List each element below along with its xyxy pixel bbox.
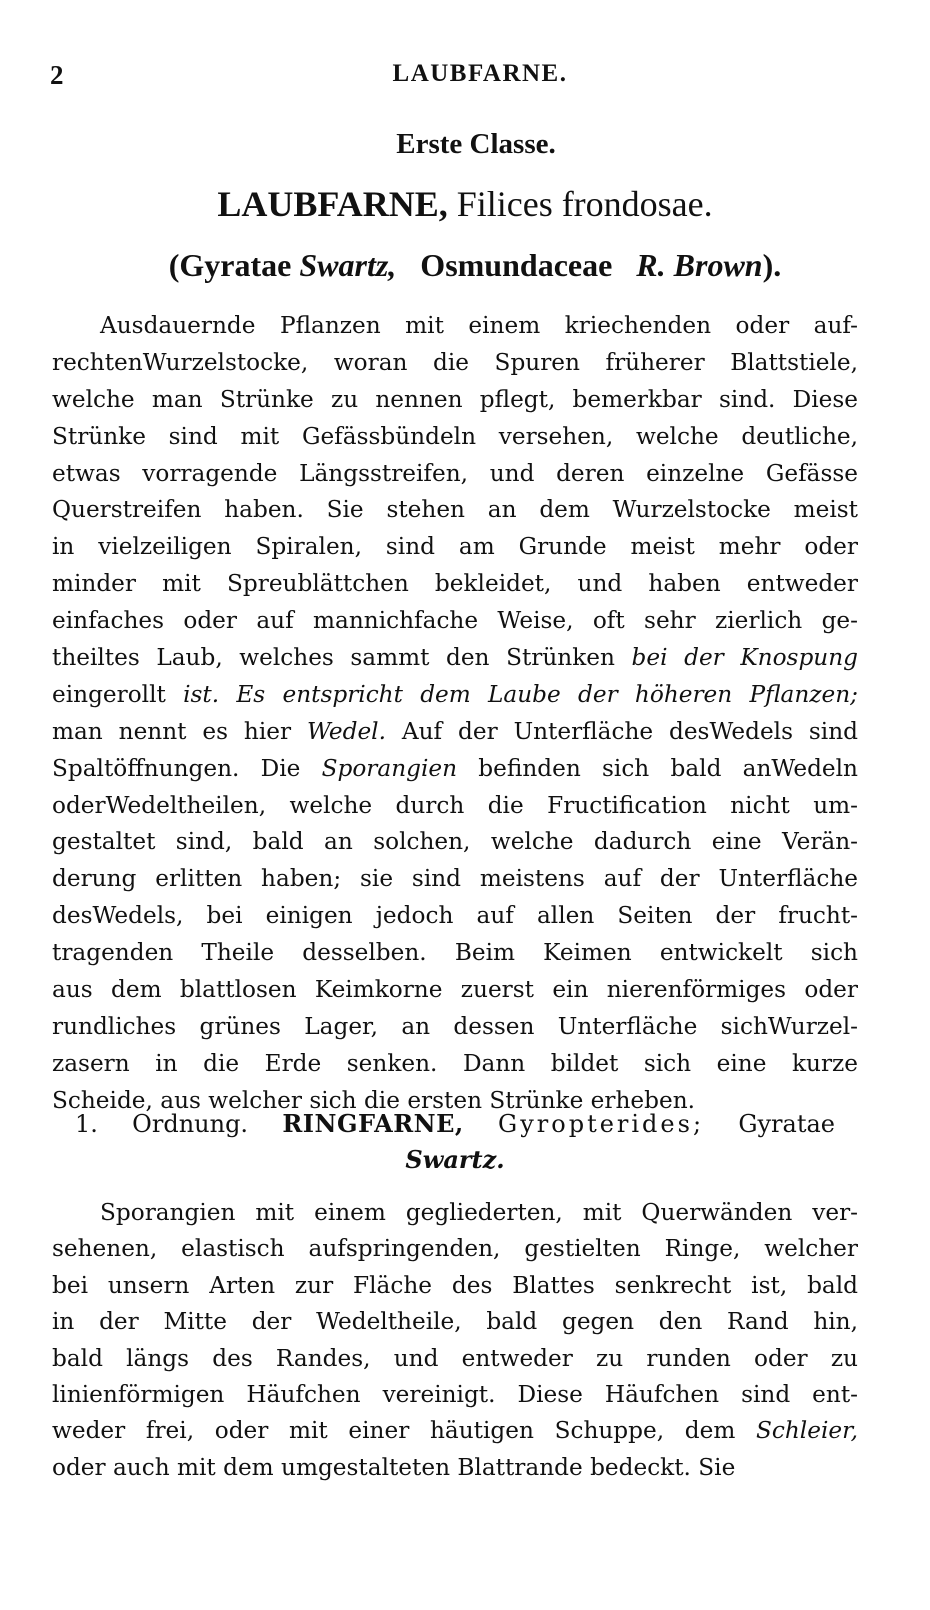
text-run: aus dem blattlosen Keimkorne zuerst ein nierenförmiges oder xyxy=(52,976,858,1004)
text-run: weder frei, oder mit einer häutigen Schuppe, dem xyxy=(52,1417,756,1445)
text-line xyxy=(52,308,858,345)
text-line xyxy=(52,566,858,603)
text-run: sehenen, elastisch aufspringenden, gestielten Ringe, welcher xyxy=(52,1235,858,1263)
text-line xyxy=(52,1377,858,1413)
text-run: Spaltöffnungen. Die xyxy=(52,754,322,782)
synonyms-close: ). xyxy=(762,247,782,283)
text-line xyxy=(52,898,858,935)
text-line xyxy=(52,1341,858,1377)
text-run: minder mit Spreublättchen bekleidet, und haben entweder xyxy=(52,570,858,598)
text-line xyxy=(52,972,858,1009)
family-latin-name: Filices frondosae. xyxy=(456,184,713,224)
paragraph-order-description xyxy=(52,1195,858,1486)
text-run: etwas vorragende Längsstreifen, und deren einzelne Gefässe xyxy=(52,459,858,487)
author-swartz: Swartz, xyxy=(299,247,397,283)
text-run: Sporangien mit einem gegliederten, mit Querwänden ver- xyxy=(100,1199,858,1226)
author-r: R. xyxy=(636,247,666,283)
italic-term: Schleier, xyxy=(756,1417,858,1445)
text-run: rundliches grünes Lager, an dessen Unterfläche sichWurzel- xyxy=(52,1012,858,1040)
text-line xyxy=(52,382,858,419)
text-line xyxy=(52,1268,858,1304)
running-head: LAUBFARNE. xyxy=(392,60,568,87)
order-synonym: Gyratae xyxy=(738,1110,835,1138)
text-run: derung erlitten haben; sie sind meistens auf der Unterfläche xyxy=(52,865,858,893)
text-line xyxy=(52,345,858,382)
text-run: Scheide, aus welcher sich die ersten Strünke erheben. xyxy=(52,1086,696,1114)
text-run: in der Mitte der Wedeltheile, bald gegen den Rand hin, xyxy=(52,1308,858,1336)
author-brown: Brown xyxy=(673,247,763,283)
text-run: oderWedeltheilen, welche durch die Fructification nicht um- xyxy=(52,791,858,819)
family-name: LAUBFARNE, xyxy=(217,184,448,224)
text-line xyxy=(52,677,858,714)
text-run: zasern in die Erde senken. Dann bildet sich eine kurze xyxy=(52,1049,858,1077)
synonym-osmundaceae: Osmundaceae xyxy=(420,247,613,283)
text-run: einfaches oder auf mannichfache Weise, oft sehr zierlich ge- xyxy=(52,607,858,635)
text-line xyxy=(52,1195,858,1231)
text-line xyxy=(52,603,858,640)
text-run: Ausdauernde Pflanzen mit einem kriechenden oder auf- xyxy=(100,312,858,339)
text-run: rechtenWurzelstocke, woran die Spuren früherer Blattstiele, xyxy=(52,348,858,376)
text-run: welche man Strünke zu nennen pflegt, bemerkbar sind. Diese xyxy=(52,385,858,413)
text-line xyxy=(52,788,858,825)
text-run: linienförmigen Häufchen vereinigt. Diese Häufchen sind ent- xyxy=(52,1380,858,1408)
text-line xyxy=(52,1231,858,1267)
italic-term: Wedel. xyxy=(306,717,386,745)
text-run: eingerollt xyxy=(52,680,166,708)
order-author: Swartz. xyxy=(405,1145,505,1174)
text-run: tragenden Theile desselben. Beim Keimen entwickelt sich xyxy=(52,939,858,967)
text-run: befinden sich bald anWedeln xyxy=(457,754,858,782)
text-line xyxy=(52,751,858,788)
text-run: in vielzeiligen Spiralen, sind am Grunde meist mehr oder xyxy=(52,533,858,561)
text-run: bald längs des Randes, und entweder zu runden oder zu xyxy=(52,1344,858,1372)
text-line xyxy=(52,492,858,529)
order-latin: Gyropterides; xyxy=(498,1110,705,1138)
text-line xyxy=(52,419,858,456)
text-line xyxy=(52,935,858,972)
text-run: man nennt es hier xyxy=(52,717,307,745)
order-number: 1. Ordnung. xyxy=(75,1110,249,1138)
text-run: oder auch mit dem umgestalteten Blattrande bedeckt. Sie xyxy=(52,1453,736,1481)
text-line xyxy=(52,1304,858,1340)
paragraph-class-description xyxy=(52,308,858,1120)
text-run: theiltes Laub, welches sammt den Strünken xyxy=(52,644,632,672)
text-line xyxy=(52,456,858,493)
order-name: RINGFARNE, xyxy=(282,1109,464,1138)
text-run: Querstreifen haben. Sie stehen an dem Wurzelstocke meist xyxy=(52,496,858,524)
text-run: Strünke sind mit Gefässbündeln versehen, welche deutliche, xyxy=(52,422,858,450)
text-line xyxy=(52,824,858,861)
text-run: gestaltet sind, bald an solchen, welche dadurch eine Verän- xyxy=(52,828,858,856)
class-title: Erste Classe. xyxy=(396,128,556,160)
italic-term: bei der Knospung xyxy=(631,644,858,672)
text-line xyxy=(52,861,858,898)
italic-term: ist. Es entspricht dem Laube der höheren Pflanzen; xyxy=(165,680,858,708)
order-heading xyxy=(75,1106,835,1178)
text-run: desWedels, bei einigen jedoch auf allen Seiten der frucht- xyxy=(52,902,858,930)
synonym-gyratae: (Gyratae xyxy=(168,247,292,283)
text-line xyxy=(52,1413,858,1449)
text-line xyxy=(52,714,858,751)
text-line xyxy=(52,640,858,677)
text-line xyxy=(52,1009,858,1046)
text-line xyxy=(52,1046,858,1083)
text-run: Auf der Unterfläche desWedels sind xyxy=(385,717,858,745)
italic-term: Sporangien xyxy=(321,754,458,782)
text-line xyxy=(52,1450,858,1486)
page-number: 2 xyxy=(50,60,64,90)
synonyms-line xyxy=(0,247,930,284)
text-line xyxy=(52,529,858,566)
text-run: bei unsern Arten zur Fläche des Blattes senkrecht ist, bald xyxy=(52,1271,858,1299)
family-title xyxy=(0,183,930,225)
order-heading-line xyxy=(75,1106,835,1142)
